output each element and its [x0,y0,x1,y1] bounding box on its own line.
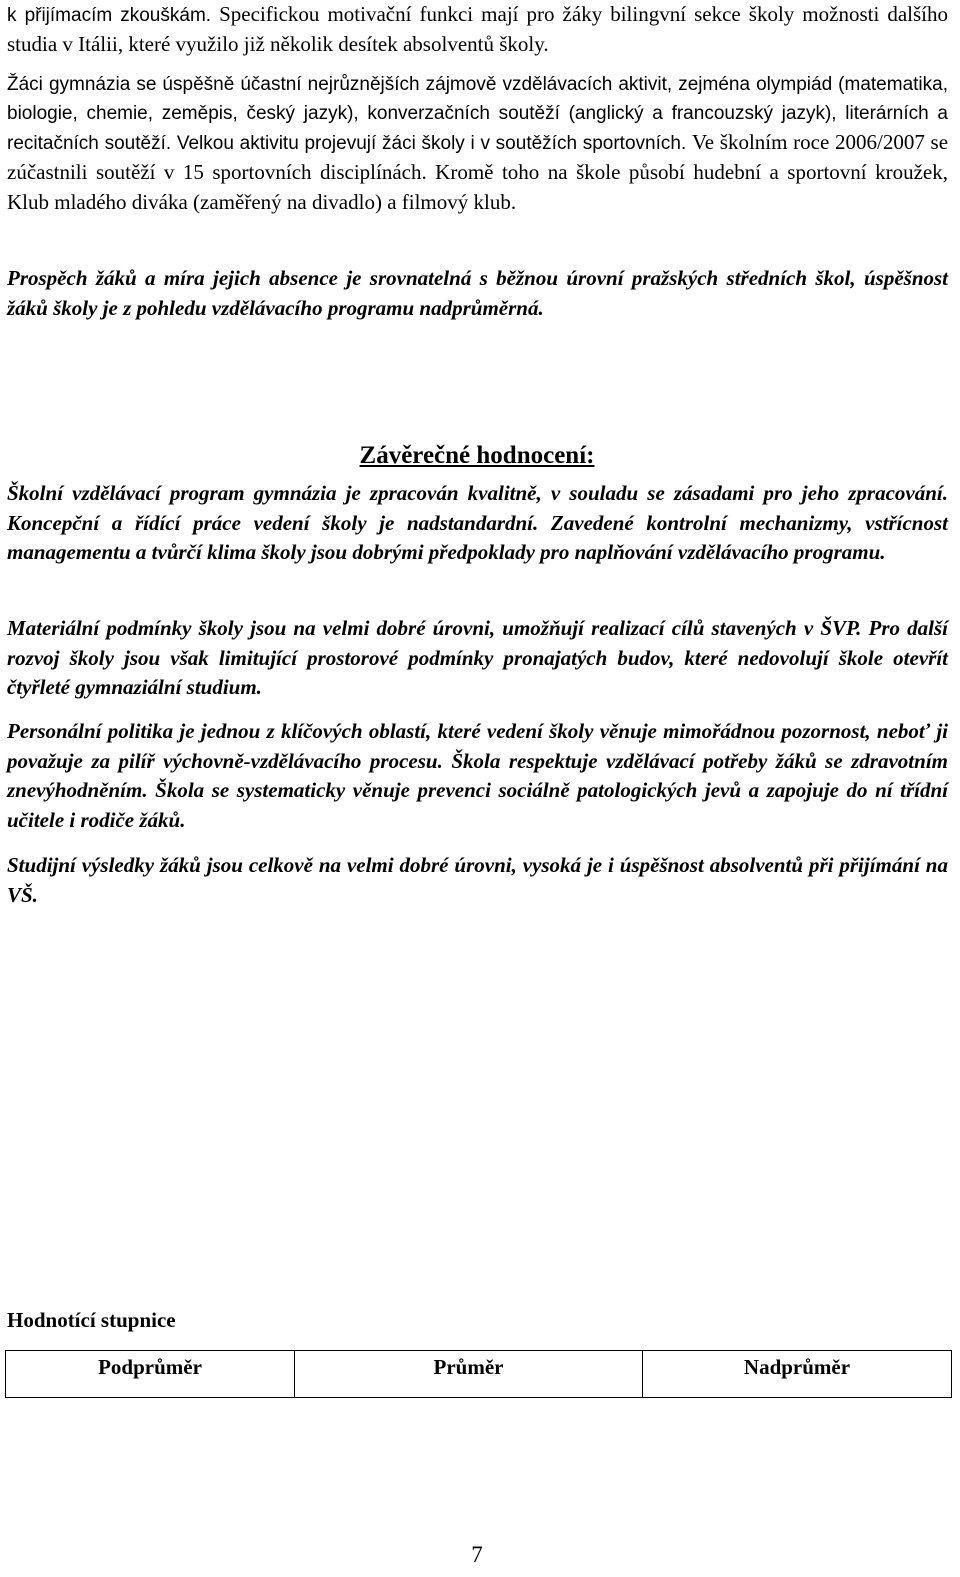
results-paragraph: Prospěch žáků a míra jejich absence je srovnatelná s běžnou úrovní pražských středních škol, úspěšnost žáků školy je z pohledu vzdělávacího programu nadprůměrná. [7,266,948,320]
final-paragraph-2: Materiální podmínky školy jsou na velmi dobré úrovni, umožňují realizací cílů stavených v ŠVP. Pro další rozvoj školy jsou však limitující prostorové podmínky pronajatých budov, které nedovolují škole otevřít čtyřleté gymnaziální studium. [7,616,948,699]
rating-level-average: Průměr [295,1351,643,1398]
final-paragraph-4: Studijní výsledky žáků jsou celkově na velmi dobré úrovni, vysoká je i úspěšnost absolventů při přijímání na VŠ. [7,853,948,907]
activities-text-3: Ve školním roce 2006/2007 se zúčastnili soutěží v 15 sportovních disciplínách. Kromě toho na škole působí hudební a sportovní kroužek, Klub mladého diváka (zaměřený na divadlo) a filmový klub. [7,130,949,214]
page-number: 7 [471,1542,483,1567]
intro-text-serif: Specifickou motivační funkci mají pro žáky bilingvní sekce školy možnosti dalšího studia v Itálii, které využilo již několik desítek absolventů školy. [7,2,949,56]
final-paragraph-1: Školní vzdělávací program gymnázia je zpracován kvalitně, v souladu se zásadami pro jeho zpracování. Koncepční a řídící práce vedení školy je nadstandardní. Zavedené kontrolní mechanizmy, vstřícnost managementu a tvůrčí klima školy jsou dobrými předpoklady pro naplňování vzdělávacího programu. [7,481,948,564]
activities-paragraph [7,70,948,217]
rating-level-below-average: Podprůměr [6,1351,295,1398]
rating-level-above-average: Nadprůměr [643,1351,952,1398]
rating-scale-row [6,1351,952,1398]
intro-paragraph [7,0,948,60]
final-evaluation-heading: Závěrečné hodnocení: [359,442,595,469]
activities-text-2: Velkou aktivitu projevují žáci školy i v soutěžích sportovních. [176,133,692,154]
rating-scale-table [5,1350,952,1398]
final-paragraph-3: Personální politika je jednou z klíčových oblastí, které vedení školy věnuje mimořádnou pozornost, neboť ji považuje za pilíř výchovně-vzdělávacího procesu. Škola respektuje vzdělávací potřeby žáků se zdravotním znevýhodněním. Škola se systematicky věnuje prevenci sociálně patologických jevů a zapojuje do ní třídní učitele i rodiče žáků. [7,719,948,832]
rating-scale-label: Hodnotící stupnice [7,1308,176,1332]
activities-text-1: Žáci gymnázia se úspěšně účastní nejrůznějších zájmově vzdělávacích aktivit, zejména olympiád (matematika, biologie, chemie, zeměpis, český jazyk), konverzačních soutěží (anglický a francouzský jazyk), literárních a recitačních soutěží. [7,74,948,154]
intro-text-sans: k přijímacím zkouškám. [7,5,220,26]
